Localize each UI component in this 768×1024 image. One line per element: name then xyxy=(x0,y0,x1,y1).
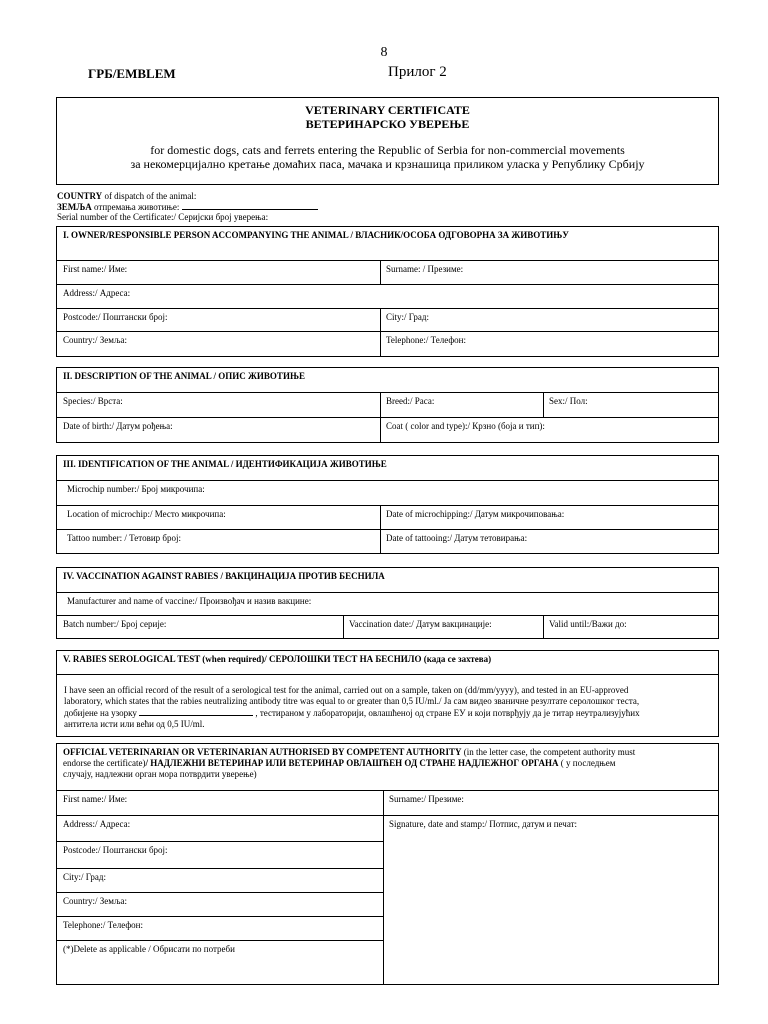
subtitle-en: for domestic dogs, cats and ferrets entering the Republic of Serbia for non-commercial movements xyxy=(150,143,625,157)
animal-species-field[interactable]: Species:/ Врста: xyxy=(63,396,123,406)
country-label-rest: of dispatch of the animal: xyxy=(102,191,197,201)
section-serology-heading: V. RABIES SEROLOGICAL TEST (when required)/ СЕРОЛОШКИ ТЕСТ НА БЕСНИЛО (када се захтева) xyxy=(63,654,492,664)
serology-line-3b: , тестираном у лабораторији, овлашћеној од стране ЕУ и који потврђују да је титар неутрализујућих xyxy=(253,708,640,718)
vet-heading-rest-2: endorse the certificate) xyxy=(63,758,146,768)
animal-breed-field[interactable]: Breed:/ Раса: xyxy=(386,396,435,406)
section-vaccination xyxy=(56,567,719,639)
serial-number-label: Serial number of the Certificate:/ Серијски број уверења: xyxy=(57,212,269,222)
owner-postcode-field[interactable]: Postcode:/ Поштански број: xyxy=(63,312,168,322)
country-of-dispatch xyxy=(57,191,318,222)
vaccine-batch-field[interactable]: Batch number:/ Број серије: xyxy=(63,619,167,629)
section-owner-heading: I. OWNER/RESPONSIBLE PERSON ACCOMPANYING THE ANIMAL / ВЛАСНИК/ОСОБА ОДГОВОРНА ЗА ЖИВОТИЊУ xyxy=(63,230,569,240)
vet-heading-rest-3: ( у последњем xyxy=(558,758,616,768)
vet-signature-stamp-field[interactable]: Signature, date and stamp:/ Потпис, датум и печат: xyxy=(389,819,578,829)
vet-telephone-field[interactable]: Telephone:/ Телефон: xyxy=(63,920,143,930)
owner-telephone-field[interactable]: Telephone:/ Телефон: xyxy=(386,335,466,345)
vet-heading-rest-4: случају, надлежни орган мора потврдити уверење) xyxy=(63,769,257,779)
animal-sex-field[interactable]: Sex:/ Пол: xyxy=(549,396,588,406)
microchip-location-field[interactable]: Location of microchip:/ Место микрочипа: xyxy=(67,509,226,519)
owner-city-field[interactable]: City:/ Град: xyxy=(386,312,429,322)
vet-postcode-field[interactable]: Postcode:/ Поштански број: xyxy=(63,845,168,855)
vet-first-name-field[interactable]: First name:/ Име: xyxy=(63,794,128,804)
owner-country-field[interactable]: Country:/ Земља: xyxy=(63,335,127,345)
vaccination-date-field[interactable]: Vaccination date:/ Датум вакцинације: xyxy=(349,619,492,629)
section-veterinarian-heading xyxy=(63,747,713,780)
section-identification-heading: III. IDENTIFICATION OF THE ANIMAL / ИДЕНТИФИКАЦИЈА ЖИВОТИЊЕ xyxy=(63,459,387,469)
certificate-title-box xyxy=(56,97,719,185)
vaccine-valid-until-field[interactable]: Valid until:/Важи до: xyxy=(549,619,627,629)
section-serology xyxy=(56,650,719,737)
sample-date-field[interactable] xyxy=(139,707,253,716)
section-vaccination-heading: IV. VACCINATION AGAINST RABIES / ВАКЦИНАЦИЈА ПРОТИВ БЕСНИЛА xyxy=(63,571,385,581)
vet-city-field[interactable]: City:/ Град: xyxy=(63,872,106,882)
owner-surname-field[interactable]: Surname: / Презиме: xyxy=(386,264,464,274)
serology-line-4: антитела исти или већи од 0,5 IU/ml. xyxy=(64,719,205,729)
country-field[interactable] xyxy=(182,201,318,210)
vet-heading-bold-2: / НАДЛЕЖНИ ВЕТЕРИНАР ИЛИ ВЕТЕРИНАР ОВЛАШЋЕН ОД СТРАНЕ НАДЛЕЖНОГ ОРГАНА xyxy=(145,758,559,768)
delete-as-applicable-note: (*)Delete as applicable / Обрисати по потреби xyxy=(63,944,235,954)
section-description-heading: II. DESCRIPTION OF THE ANIMAL / ОПИС ЖИВОТИЊЕ xyxy=(63,371,305,381)
section-identification xyxy=(56,455,719,554)
vet-address-field[interactable]: Address:/ Адреса: xyxy=(63,819,131,829)
animal-coat-field[interactable]: Coat ( color and type):/ Крзно (боја и тип): xyxy=(386,421,545,431)
tattoo-number-field[interactable]: Tattoo number: / Тетовир број: xyxy=(67,533,181,543)
section-veterinarian xyxy=(56,743,719,985)
title-sr: ВЕТЕРИНАРСКО УВЕРЕЊЕ xyxy=(305,117,470,131)
section-owner xyxy=(56,226,719,357)
emblem-label: ГРБ/EMBLEM xyxy=(88,66,176,81)
vaccine-manufacturer-field[interactable]: Manufacturer and name of vaccine:/ Произвођач и назив вакцине: xyxy=(67,596,312,606)
section-description xyxy=(56,367,719,443)
vet-country-field[interactable]: Country:/ Земља: xyxy=(63,896,127,906)
owner-address-field[interactable]: Address:/ Адреса: xyxy=(63,288,131,298)
serology-line-1: I have seen an official record of the result of a serological test for the animal, carried out on a sample, taken on (dd/mm/yyyy), and tested in an EU-approved xyxy=(64,685,629,695)
tattoo-date-field[interactable]: Date of tattooing:/ Датум тетовирања: xyxy=(386,533,528,543)
serology-statement xyxy=(64,685,719,730)
subtitle-sr: за некомерцијално кретање домаћих паса, мачака и крзнашица приликом уласка у Републику Србију xyxy=(130,157,645,171)
vet-heading-rest-1: (in the letter case, the competent authority must xyxy=(461,747,636,757)
owner-first-name-field[interactable]: First name:/ Име: xyxy=(63,264,128,274)
microchip-date-field[interactable]: Date of microchipping:/ Датум микрочиповања: xyxy=(386,509,565,519)
country-label-bold: COUNTRY xyxy=(57,191,103,201)
title-en: VETERINARY CERTIFICATE xyxy=(305,103,470,117)
serology-line-3a: добијене на узорку xyxy=(64,708,140,718)
vet-heading-bold-1: OFFICIAL VETERINARIAN OR VETERINARIAN AUTHORISED BY COMPETENT AUTHORITY xyxy=(63,747,462,757)
page-number: 8 xyxy=(380,45,388,60)
microchip-number-field[interactable]: Microchip number:/ Број микрочипа: xyxy=(67,484,205,494)
zemlja-label-bold: ЗЕМЉА xyxy=(57,202,92,212)
serology-line-2: laboratory, which states that the rabies neutralizing antibody titre was equal to or greater than 0,5 IU/ml./ Ја сам видео званичне резултате серолошког теста, xyxy=(64,696,640,706)
annex-label: Прилог 2 xyxy=(388,64,447,80)
zemlja-label-rest: отпремања животиње: xyxy=(91,202,180,212)
animal-dob-field[interactable]: Date of birth:/ Датум рођења: xyxy=(63,421,173,431)
vet-surname-field[interactable]: Surname:/ Презиме: xyxy=(389,794,464,804)
